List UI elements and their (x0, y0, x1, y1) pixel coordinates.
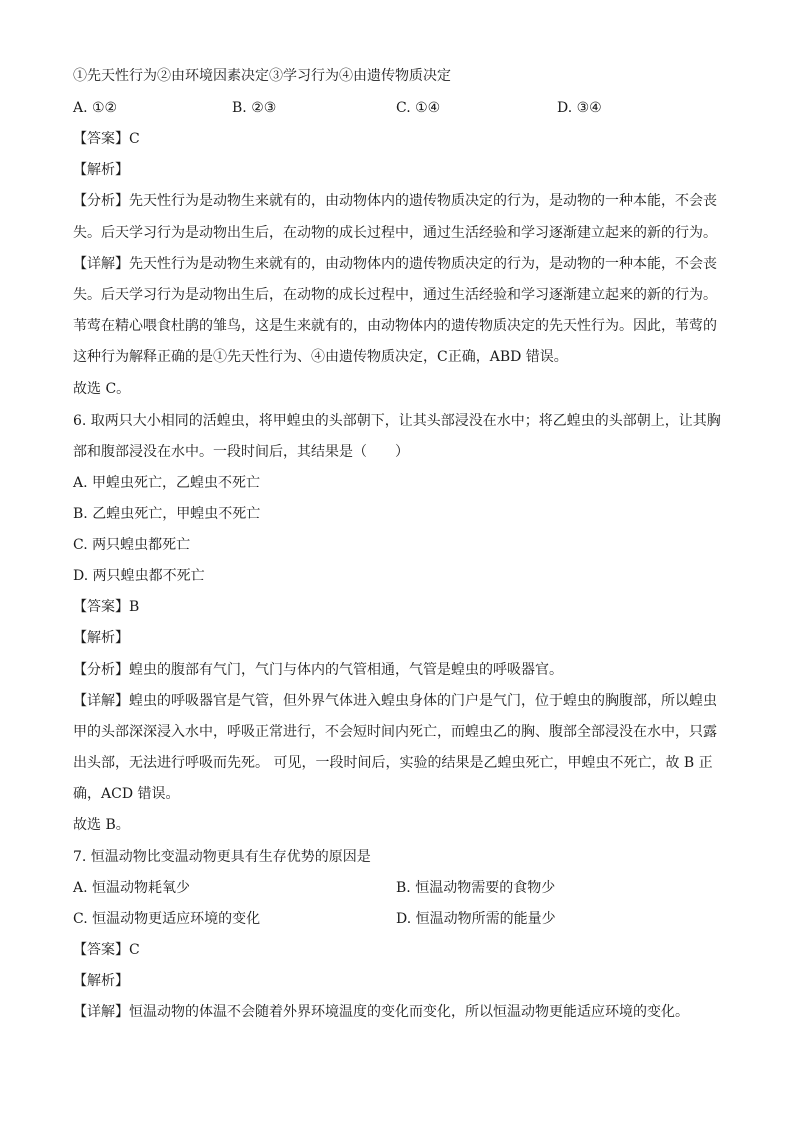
q6-stem-line-1: 6. 取两只大小相同的活蝗虫，将甲蝗虫的头部朝下，让其头部浸没在水中；将乙蝗虫的头部朝上，让其胸 (73, 413, 721, 429)
q5-fenxi-line-2: 失。后天学习行为是动物出生后，在动物的成长过程中，通过生活经验和学习逐渐建立起来的新的行为。 (73, 225, 717, 241)
q7-stem: 7. 恒温动物比变温动物更具有生存优势的原因是 (73, 849, 371, 865)
q5-analysis-label: 【解析】 (73, 162, 129, 178)
q6-conclusion: 故选 B。 (73, 817, 130, 833)
q6-stem-line-2: 部和腹部浸没在水中。一段时间后，其结果是（ ） (73, 444, 409, 460)
q6-option-b: B. 乙蝗虫死亡，甲蝗虫不死亡 (73, 506, 261, 522)
q7-option-c: C. 恒温动物更适应环境的变化 (73, 911, 261, 927)
q7-option-d: D. 恒温动物所需的能量少 (396, 911, 556, 927)
q5-xiangjie-line-3: 苇莺在精心喂食杜鹃的雏鸟，这是生来就有的，由动物体内的遗传物质决定的先天性行为。因此，苇莺的 (73, 318, 717, 334)
q5-xiangjie-line-1: 【详解】先天性行为是动物生来就有的，由动物体内的遗传物质决定的行为，是动物的一种本能，不会丧 (73, 256, 717, 272)
q5-option-a: A. ①② (73, 100, 118, 116)
q7-option-b: B. 恒温动物需要的食物少 (396, 880, 556, 896)
q7-analysis-label: 【解析】 (73, 973, 129, 989)
q6-fenxi: 【分析】蝗虫的腹部有气门，气门与体内的气管相通，气管是蝗虫的呼吸器官。 (73, 662, 563, 678)
q6-xiangjie-line-2: 甲的头部深深浸入水中，呼吸正常进行，不会短时间内死亡，而蝗虫乙的胸、腹部全部浸没在水中，只露 (73, 724, 717, 740)
q6-answer: 【答案】B (73, 599, 140, 615)
q6-xiangjie-line-3: 出头部，无法进行呼吸而先死。 可见，一段时间后，实验的结果是乙蝗虫死亡，甲蝗虫不死亡，故 B 正 (73, 755, 713, 771)
q5-xiangjie-line-2: 失。后天学习行为是动物出生后，在动物的成长过程中，通过生活经验和学习逐渐建立起来的新的行为。 (73, 287, 717, 303)
q6-option-c: C. 两只蝗虫都死亡 (73, 537, 191, 553)
q5-option-b: B. ②③ (232, 100, 277, 116)
q7-xiangjie: 【详解】恒温动物的体温不会随着外界环境温度的变化而变化，所以恒温动物更能适应环境的变化。 (73, 1004, 689, 1020)
q6-option-a: A. 甲蝗虫死亡，乙蝗虫不死亡 (73, 475, 261, 491)
q6-option-d: D. 两只蝗虫都不死亡 (73, 568, 205, 584)
q7-answer: 【答案】C (73, 942, 140, 958)
q6-xiangjie-line-4: 确，ACD 错误。 (73, 786, 180, 802)
q5-answer: 【答案】C (73, 131, 140, 147)
q5-option-d: D. ③④ (557, 100, 602, 116)
q7-option-a: A. 恒温动物耗氧少 (73, 880, 191, 896)
q5-stem-tail: ①先天性行为②由环境因素决定③学习行为④由遗传物质决定 (73, 68, 451, 84)
q5-conclusion: 故选 C。 (73, 381, 131, 397)
q6-xiangjie-line-1: 【详解】蝗虫的呼吸器官是气管，但外界气体进入蝗虫身体的门户是气门，位于蝗虫的胸腹部，所以蝗虫 (73, 693, 717, 709)
q5-fenxi-line-1: 【分析】先天性行为是动物生来就有的，由动物体内的遗传物质决定的行为，是动物的一种本能，不会丧 (73, 193, 717, 209)
q5-option-c: C. ①④ (396, 100, 441, 116)
q6-analysis-label: 【解析】 (73, 630, 129, 646)
q5-xiangjie-line-4: 这种行为解释正确的是①先天性行为、④由遗传物质决定，C正确，ABD 错误。 (73, 349, 568, 365)
